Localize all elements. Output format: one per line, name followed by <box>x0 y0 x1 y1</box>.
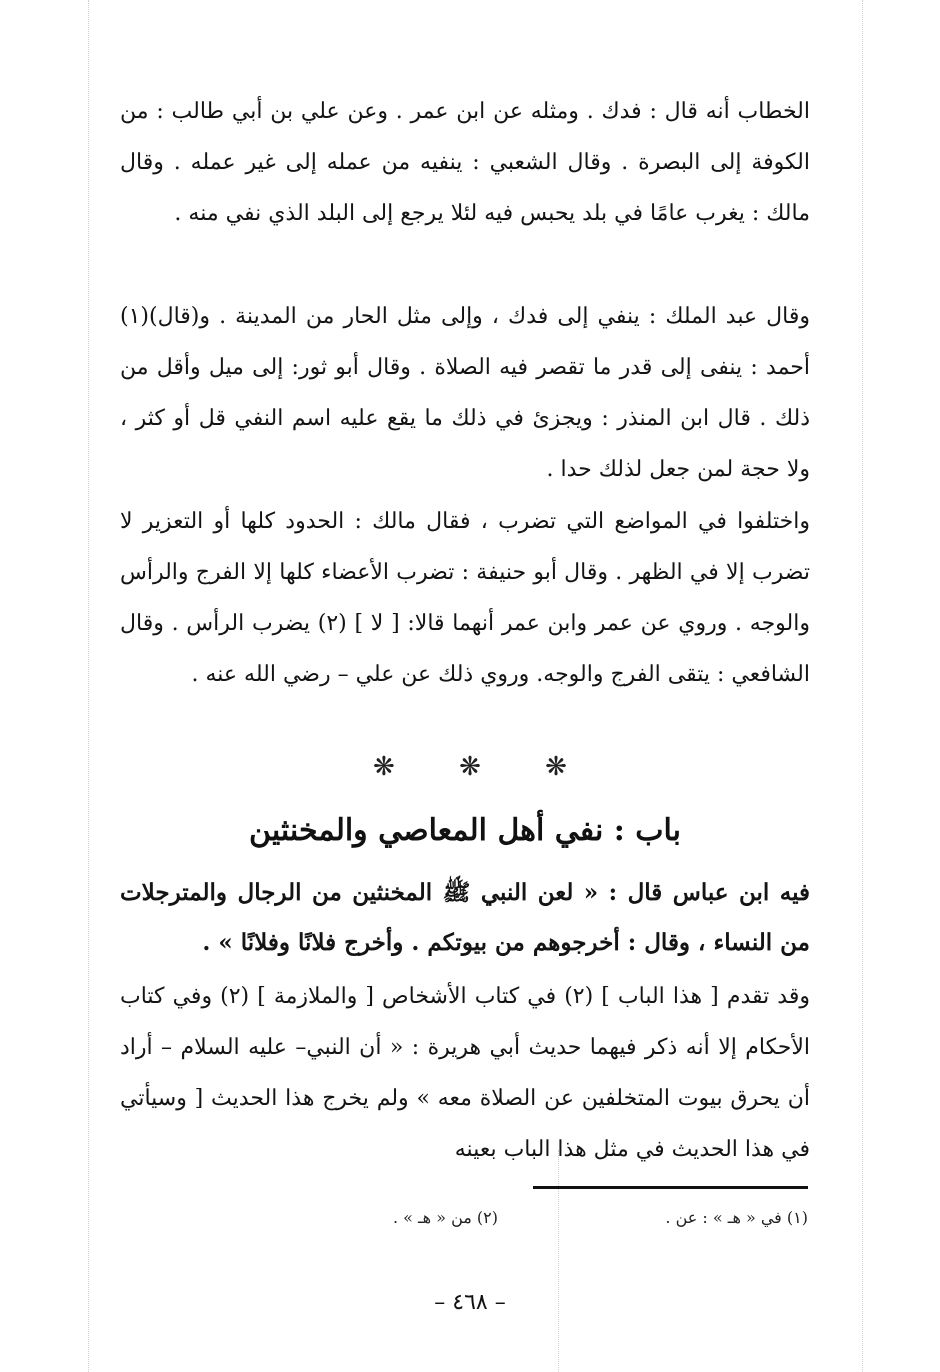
asterism-icon: ❋ <box>545 752 567 782</box>
scan-guide-line <box>558 1150 559 1372</box>
paragraph-3: واختلفوا في المواضع التي تضرب ، فقال مالك : الحدود كلها أو التعزير لا تضرب إلا في الظهر . وقال أبو حنيفة : تضرب الأعضاء كلها إلا الفرج والرأس والوجه . وروي عن عمر وابن عمر أنهما قالا: [ لا ] (٢) يضرب الرأس . وقال الشافعي : يتقى الفرج والوجه. وروي ذلك عن علي – رضي الله عنه . <box>120 509 810 687</box>
scan-guide-line <box>88 0 89 1372</box>
hadith-paragraph: فيه ابن عباس قال : « لعن النبي ﷺ المخنثين من الرجال والمترجلات من النساء ، وقال : أخرجوهم من بيوتكم . وأخرج فلانًا وفلانًا » . <box>120 879 810 956</box>
asterism-icon: ❋ <box>373 752 395 782</box>
paragraph-2: وقال عبد الملك : ينفي إلى فدك ، وإلى مثل الحار من المدينة . و(قال)(١) أحمد : ينفى إلى قدر ما تقصر فيه الصلاة . وقال أبو ثور: إلى ميل وأقل من ذلك . قال ابن المنذر : ويجزئ في ذلك ما يقع عليه اسم النفي قل أو كثر ، ولا حجة لمن جعل لذلك حدا . <box>120 304 810 482</box>
footnote-divider <box>533 1186 808 1189</box>
footnote-1: (١) في « هـ » : عن . <box>665 1208 808 1227</box>
page-number: – ٤٦٨ – <box>434 1290 506 1315</box>
footnote-2: (٢) من « هـ » . <box>392 1208 498 1227</box>
asterism-icon: ❋ <box>459 752 481 782</box>
scan-guide-line <box>862 0 863 1372</box>
section-separator <box>0 752 940 782</box>
chapter-heading: باب : نفي أهل المعاصي والمخنثين <box>248 813 681 848</box>
paragraph-commentary: وقد تقدم [ هذا الباب ] (٢) في كتاب الأشخاص [ والملازمة ] (٢) وفي كتاب الأحكام إلا أنه ذكر فيهما حديث أبي هريرة : « أن النبي– عليه السلام – أراد أن يحرق بيوت المتخلفين عن الصلاة معه » ولم يخرج هذا الحديث [ وسيأتي في هذا الحديث في مثل هذا الباب بعينه <box>120 984 810 1162</box>
paragraph-1: الخطاب أنه قال : فدك . ومثله عن ابن عمر . وعن علي بن أبي طالب : من الكوفة إلى البصرة . وقال الشعبي : ينفيه من عمله إلى غير عمله . وقال مالك : يغرب عامًا في بلد يحبس فيه لئلا يرجع إلى البلد الذي نفي منه . <box>120 99 810 226</box>
